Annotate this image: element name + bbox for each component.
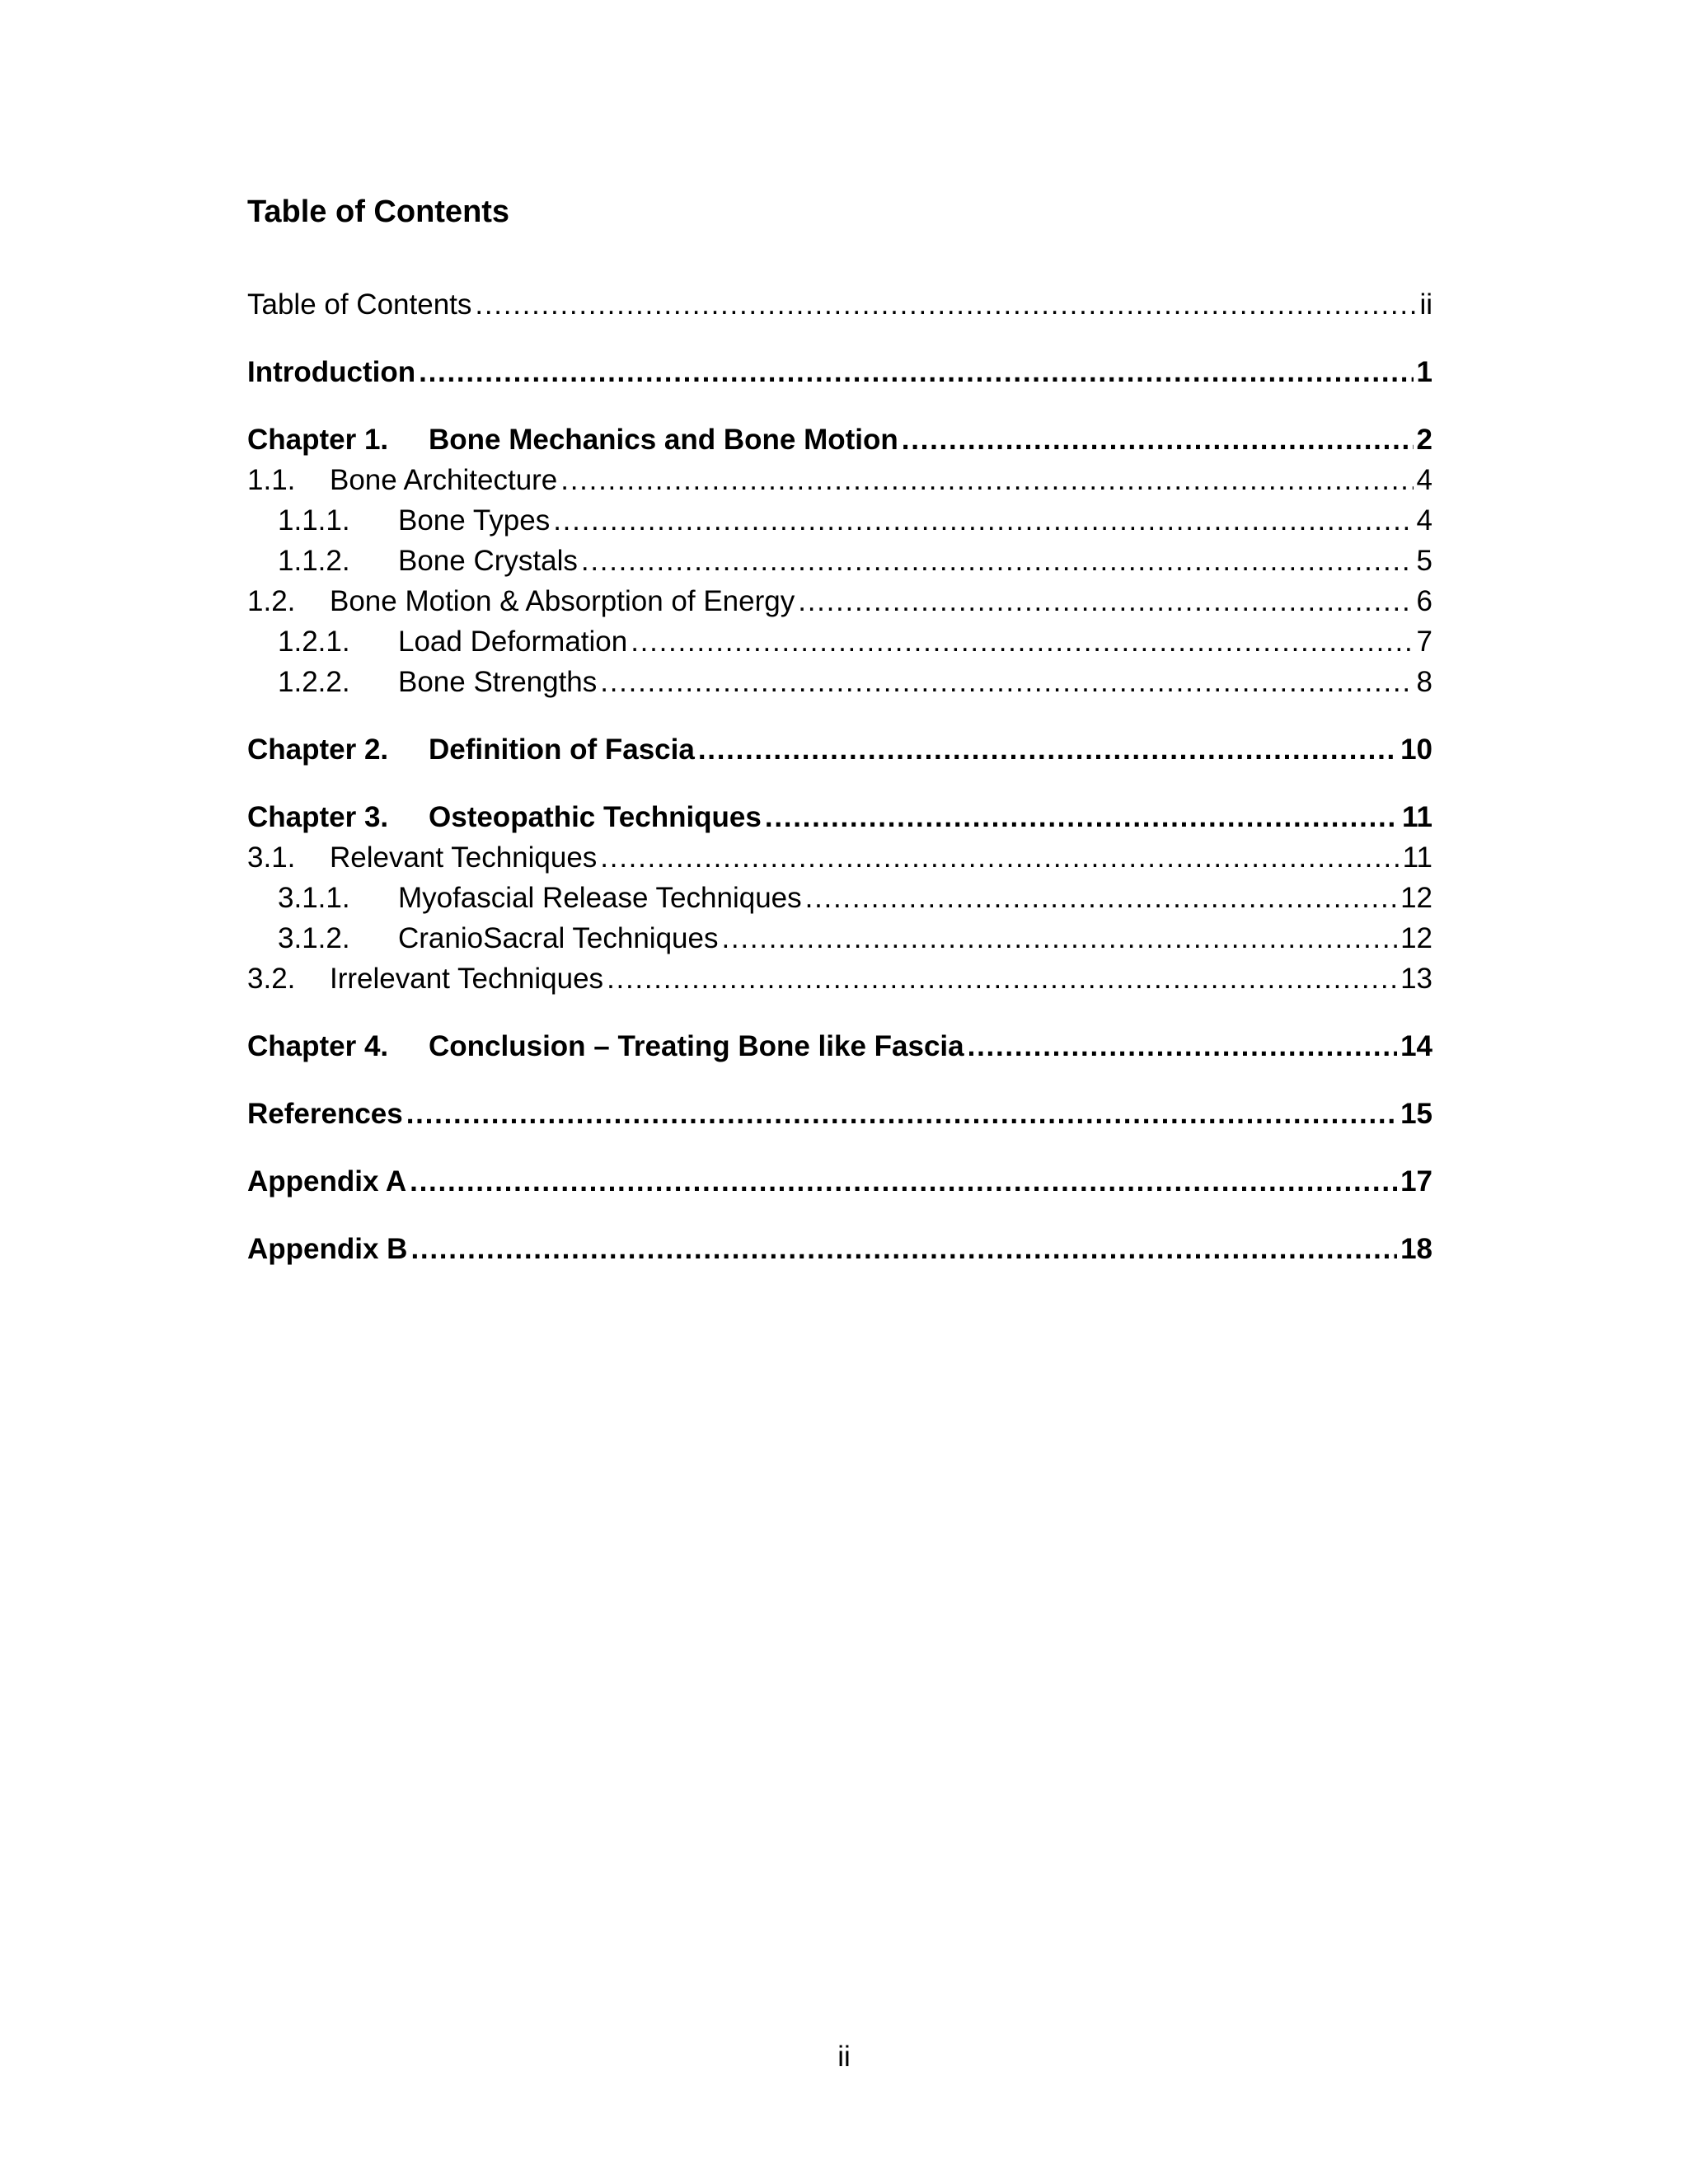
toc-entry-1-1-2[interactable] (247, 541, 1432, 581)
toc-entry-number: 3.2. (247, 963, 296, 995)
toc-entry-number: 1.1.2. (278, 545, 350, 577)
toc-entry-number: 1.1.1. (278, 504, 350, 537)
table-of-contents (247, 284, 1432, 1269)
toc-entry-title: Definition of Fascia (429, 733, 695, 766)
toc-entry-title: Bone Crystals (398, 545, 578, 577)
toc-entry-title: Osteopathic Techniques (429, 801, 762, 833)
toc-entry-title: Bone Motion & Absorption of Energy (330, 585, 795, 617)
toc-entry-title: Irrelevant Techniques (330, 963, 604, 995)
toc-entry-page: 6 (1416, 585, 1432, 617)
toc-entry-chapter-2[interactable] (247, 729, 1432, 770)
toc-entry-page: 7 (1416, 626, 1432, 658)
toc-leader (805, 878, 1397, 918)
toc-leader (475, 284, 1416, 325)
toc-entry-number: 1.1. (247, 464, 296, 496)
toc-entry-page: 1 (1416, 356, 1432, 388)
toc-entry-introduction[interactable] (247, 352, 1432, 392)
toc-entry-1-2-2[interactable] (247, 662, 1432, 702)
toc-entry-1-2[interactable] (247, 581, 1432, 621)
toc-leader (798, 581, 1413, 621)
toc-entry-1-1[interactable] (247, 460, 1432, 500)
toc-entry-page: 2 (1416, 424, 1432, 456)
toc-entry-title: Bone Types (398, 504, 551, 537)
toc-entry-number: Chapter 3. (247, 801, 389, 833)
toc-entry-title: Load Deformation (398, 626, 628, 658)
toc-entry-3-2[interactable] (247, 958, 1432, 999)
toc-entry-number: 1.2.2. (278, 666, 350, 698)
toc-entry-3-1[interactable] (247, 837, 1432, 878)
toc-entry-page: 4 (1416, 504, 1432, 537)
toc-entry-number: 1.2.1. (278, 626, 350, 658)
page-heading: Table of Contents (247, 194, 510, 229)
toc-entry-page: 8 (1416, 666, 1432, 698)
toc-entry-page: 4 (1416, 464, 1432, 496)
toc-leader (600, 837, 1399, 878)
toc-entry-title: Appendix B (247, 1233, 408, 1265)
toc-entry-number: 3.1.1. (278, 882, 350, 914)
toc-leader (581, 541, 1414, 581)
toc-entry-title: CranioSacral Techniques (398, 922, 719, 954)
toc-entry-chapter-3[interactable] (247, 797, 1432, 837)
toc-entry-page: 14 (1400, 1030, 1432, 1062)
toc-leader (406, 1094, 1397, 1134)
toc-entry-title: Table of Contents (247, 288, 472, 321)
toc-entry-page: 12 (1400, 882, 1432, 914)
toc-entry-table-of-contents[interactable] (247, 284, 1432, 325)
toc-entry-page: 17 (1400, 1165, 1432, 1197)
toc-entry-page: 11 (1402, 801, 1432, 833)
toc-entry-title: Appendix A (247, 1165, 407, 1197)
toc-entry-number: Chapter 2. (247, 733, 389, 766)
toc-leader (560, 460, 1413, 500)
toc-entry-title: Bone Strengths (398, 666, 598, 698)
toc-entry-page: 11 (1402, 841, 1432, 874)
toc-entry-chapter-4[interactable] (247, 1026, 1432, 1066)
toc-entry-number: Chapter 1. (247, 424, 389, 456)
toc-entry-title: Bone Architecture (330, 464, 558, 496)
toc-entry-title: Relevant Techniques (330, 841, 598, 874)
toc-leader (410, 1229, 1397, 1269)
toc-entry-title: Introduction (247, 356, 416, 388)
toc-leader (553, 500, 1413, 541)
toc-leader (765, 797, 1399, 837)
toc-entry-number: Chapter 4. (247, 1030, 389, 1062)
toc-entry-title: Bone Mechanics and Bone Motion (429, 424, 898, 456)
toc-entry-title: References (247, 1098, 403, 1130)
toc-entry-page: 12 (1400, 922, 1432, 954)
toc-entry-page: 18 (1400, 1233, 1432, 1265)
toc-leader (721, 918, 1397, 958)
toc-leader (419, 352, 1413, 392)
toc-entry-page: ii (1419, 288, 1432, 321)
toc-leader (968, 1026, 1397, 1066)
toc-entry-references[interactable] (247, 1094, 1432, 1134)
toc-leader (410, 1161, 1397, 1202)
toc-entry-1-1-1[interactable] (247, 500, 1432, 541)
toc-leader (902, 419, 1414, 460)
toc-leader (698, 729, 1397, 770)
toc-entry-page: 13 (1400, 963, 1432, 995)
toc-entry-3-1-2[interactable] (247, 918, 1432, 958)
toc-entry-title: Conclusion – Treating Bone like Fascia (429, 1030, 964, 1062)
toc-leader (607, 958, 1397, 999)
toc-entry-appendix-b[interactable] (247, 1229, 1432, 1269)
toc-entry-number: 1.2. (247, 585, 296, 617)
footer-page-number: ii (837, 2041, 851, 2073)
toc-entry-number: 3.1. (247, 841, 296, 874)
toc-leader (631, 621, 1413, 662)
toc-entry-page: 5 (1416, 545, 1432, 577)
toc-entry-page: 10 (1400, 733, 1432, 766)
toc-entry-page: 15 (1400, 1098, 1432, 1130)
toc-entry-1-2-1[interactable] (247, 621, 1432, 662)
toc-entry-title: Myofascial Release Techniques (398, 882, 802, 914)
toc-entry-appendix-a[interactable] (247, 1161, 1432, 1202)
toc-entry-number: 3.1.2. (278, 922, 350, 954)
toc-leader (600, 662, 1413, 702)
toc-entry-3-1-1[interactable] (247, 878, 1432, 918)
toc-entry-chapter-1[interactable] (247, 419, 1432, 460)
